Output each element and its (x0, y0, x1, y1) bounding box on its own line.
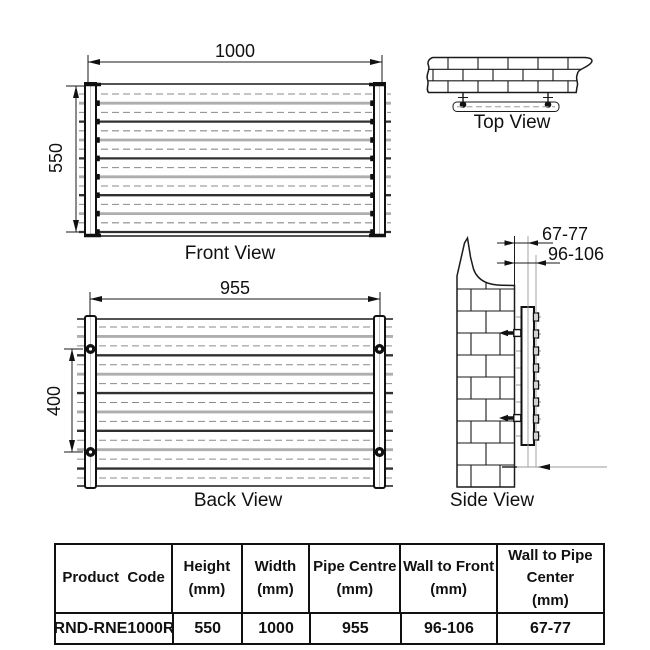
side-view-label: Side View (449, 490, 535, 511)
front-width-dimension (88, 41, 382, 83)
cell-wall-to-front: 96-106 (400, 614, 496, 643)
header-height (171, 545, 241, 612)
top-view-label: Top View (473, 112, 551, 133)
bolt-arrowhead (499, 415, 508, 421)
header-wall-to-front (399, 545, 495, 612)
tube-nub (370, 100, 374, 106)
tube-nub (370, 137, 374, 143)
side-brick-joints (457, 267, 515, 487)
wall-to-pipe-value: 67-77 (542, 224, 589, 244)
tube-nub (96, 156, 100, 162)
top-mounting-pins (458, 93, 553, 108)
radiator-back-body (77, 316, 393, 488)
header-product-code (56, 545, 171, 612)
back-pipe-centre-dimension (90, 278, 380, 315)
spec-table-data-row (53, 614, 603, 643)
tube-nub (96, 192, 100, 198)
tube-nub (96, 174, 100, 180)
tube-nub (370, 119, 374, 125)
tube-nub (96, 229, 100, 235)
back-bracket-spacing-value: 400 (44, 385, 64, 417)
header-line: (mm) (532, 591, 569, 609)
header-line: (mm) (257, 580, 294, 598)
tube-nub (370, 174, 374, 180)
tube-nub (96, 119, 100, 125)
front-tube-lines (79, 94, 391, 232)
spec-table-header-row (56, 545, 603, 614)
header-line: Pipe Centre (313, 558, 397, 575)
header-line: (mm) (430, 580, 467, 598)
header-line: Wall to Front (403, 558, 495, 575)
cell-pipe-centre: 955 (309, 614, 400, 643)
wall-plug (514, 415, 521, 422)
cell-product-code: RND-RNE1000R (53, 619, 175, 637)
side-wall-to-front-dimension (497, 244, 604, 266)
tube-nub (370, 156, 374, 162)
cell-width: 1000 (241, 614, 308, 643)
tube-nub (96, 211, 100, 217)
header-pipe-centre (308, 545, 399, 612)
back-view (44, 278, 393, 511)
tube-nub (370, 192, 374, 198)
cell-wall-to-pipe-center: 67-77 (496, 614, 603, 643)
front-view-label: Front View (184, 243, 276, 264)
front-view (46, 41, 391, 264)
front-height-dimension (46, 86, 84, 232)
tube-nub (96, 137, 100, 143)
header-line: (mm) (188, 580, 226, 598)
side-wall-to-pipe-dimension (497, 224, 588, 246)
tube-nub (370, 229, 374, 235)
header-line: Product Code (62, 569, 165, 587)
wall-plug (514, 330, 521, 337)
header-wall-to-pipe-center (496, 545, 603, 612)
spec-table (54, 543, 605, 645)
tube-nub (96, 100, 100, 106)
header-line: Width (254, 558, 297, 575)
header-line: Center (526, 569, 575, 587)
top-brick-joints (424, 58, 594, 93)
side-bottom-leader (502, 464, 607, 470)
back-view-label: Back View (193, 490, 283, 511)
back-pipe-centre-value: 955 (219, 278, 251, 298)
wall-bolts (499, 330, 522, 422)
tube-nub (370, 211, 374, 217)
header-line: (mm) (336, 580, 374, 598)
header-line: Height (183, 558, 231, 575)
front-width-value: 1000 (214, 41, 256, 61)
side-view (450, 224, 607, 511)
cell-height: 550 (172, 614, 241, 643)
top-view (424, 58, 594, 134)
top-wall-bricks (427, 58, 592, 93)
header-line: Wall to Pipe (508, 546, 593, 564)
wall-to-front-value: 96-106 (548, 244, 605, 264)
header-width (241, 545, 309, 612)
back-tube-lines (77, 327, 393, 478)
radiator-front-body (79, 83, 391, 236)
front-height-value: 550 (46, 142, 66, 174)
